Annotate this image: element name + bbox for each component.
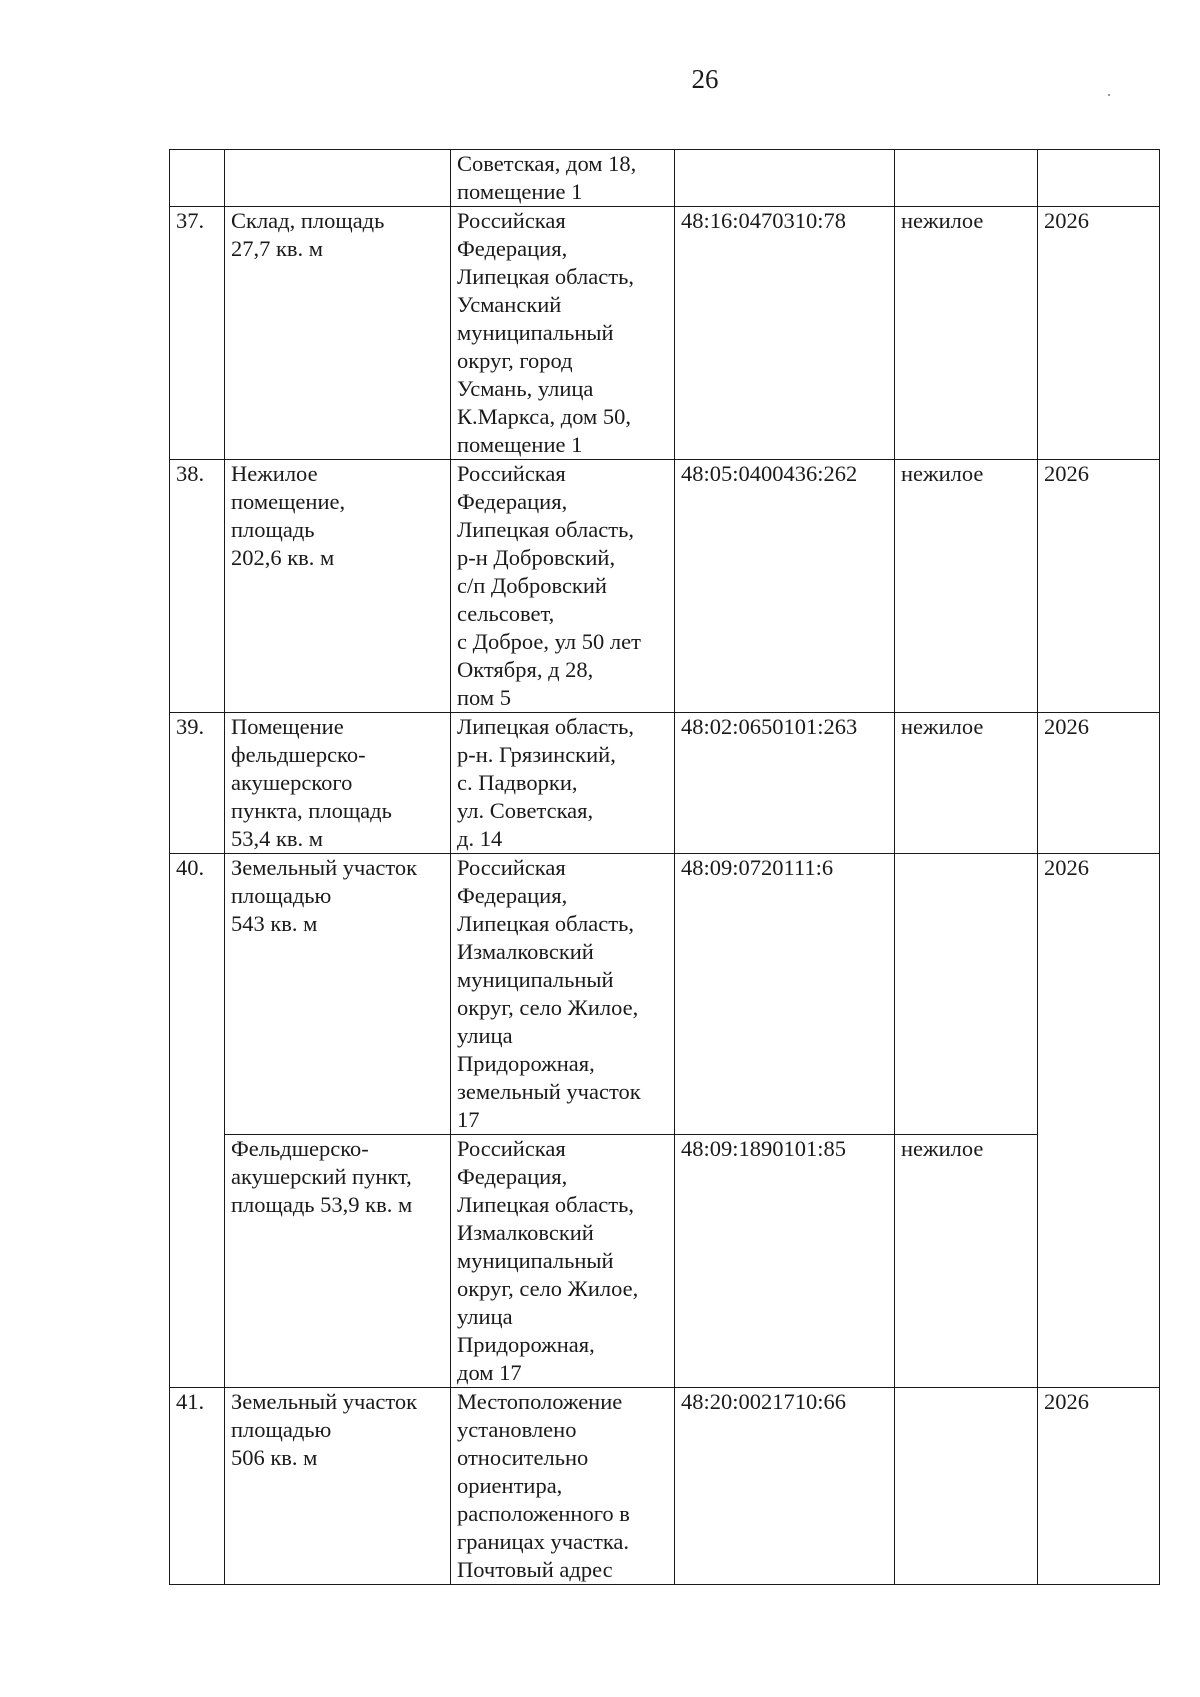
property-table [169, 149, 1160, 1585]
table-row [170, 713, 1160, 854]
object-type-cell [895, 1388, 1038, 1585]
cadastral-number-cell: 48:02:0650101:263 [675, 713, 895, 854]
table-row [170, 460, 1160, 713]
row-number-cell: 39. [170, 713, 225, 854]
year-cell: 2026 [1038, 854, 1160, 1388]
row-number-cell [170, 150, 225, 207]
object-name-cell: Земельный участок площадью 543 кв. м [225, 854, 451, 1135]
cadastral-number-cell [675, 150, 895, 207]
object-name-cell [225, 150, 451, 207]
year-cell: 2026 [1038, 1388, 1160, 1585]
cadastral-number-cell: 48:09:1890101:85 [675, 1135, 895, 1388]
cadastral-number-cell: 48:20:0021710:66 [675, 1388, 895, 1585]
object-name-cell: Нежилое помещение, площадь 202,6 кв. м [225, 460, 451, 713]
scan-speck [1108, 94, 1110, 96]
table-row [170, 1388, 1160, 1585]
table-row [170, 854, 1160, 1135]
year-cell: 2026 [1038, 713, 1160, 854]
table-row [170, 150, 1160, 207]
object-name-cell: Помещение фельдшерско- акушерского пункта, площадь 53,4 кв. м [225, 713, 451, 854]
cadastral-number-cell: 48:05:0400436:262 [675, 460, 895, 713]
address-cell: Местоположение установлено относительно ориентира, расположенного в границах участка. Почтовый адрес [451, 1388, 675, 1585]
year-cell [1038, 150, 1160, 207]
row-number-cell: 37. [170, 207, 225, 460]
address-cell: Липецкая область, р-н. Грязинский, с. Падворки, ул. Советская, д. 14 [451, 713, 675, 854]
object-name-cell: Фельдшерско- акушерский пункт, площадь 53,9 кв. м [225, 1135, 451, 1388]
address-cell: Советская, дом 18, помещение 1 [451, 150, 675, 207]
address-cell: Российская Федерация, Липецкая область, р-н Добровский, с/п Добровский сельсовет, с Доброе, ул 50 лет Октября, д 28, пом 5 [451, 460, 675, 713]
table-row [170, 207, 1160, 460]
object-type-cell: нежилое [895, 713, 1038, 854]
year-cell: 2026 [1038, 207, 1160, 460]
address-cell: Российская Федерация, Липецкая область, Измалковский муниципальный округ, село Жилое, улица Придорожная, дом 17 [451, 1135, 675, 1388]
table-row [170, 1135, 1160, 1388]
row-number-cell: 38. [170, 460, 225, 713]
object-name-cell: Земельный участок площадью 506 кв. м [225, 1388, 451, 1585]
page-number: 26 [691, 64, 719, 94]
cadastral-number-cell: 48:09:0720111:6 [675, 854, 895, 1135]
row-number-cell: 41. [170, 1388, 225, 1585]
year-cell: 2026 [1038, 460, 1160, 713]
address-cell: Российская Федерация, Липецкая область, Усманский муниципальный округ, город Усмань, улица К.Маркса, дом 50, помещение 1 [451, 207, 675, 460]
cadastral-number-cell: 48:16:0470310:78 [675, 207, 895, 460]
object-type-cell: нежилое [895, 207, 1038, 460]
address-cell: Российская Федерация, Липецкая область, Измалковский муниципальный округ, село Жилое, улица Придорожная, земельный участок 17 [451, 854, 675, 1135]
object-type-cell: нежилое [895, 1135, 1038, 1388]
object-type-cell: нежилое [895, 460, 1038, 713]
object-type-cell [895, 150, 1038, 207]
object-name-cell: Склад, площадь 27,7 кв. м [225, 207, 451, 460]
row-number-cell: 40. [170, 854, 225, 1388]
object-type-cell [895, 854, 1038, 1135]
